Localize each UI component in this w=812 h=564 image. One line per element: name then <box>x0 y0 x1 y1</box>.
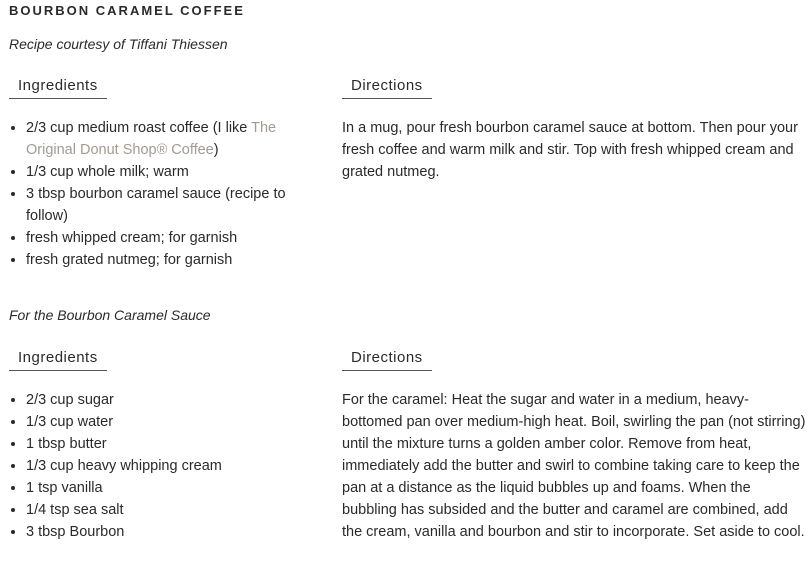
directions-heading: Directions <box>342 77 432 99</box>
ingredient-item: • 3 tbsp Bourbon <box>26 521 316 543</box>
ingredient-item: • 2/3 cup sugar <box>26 389 316 411</box>
ingredient-text: ) <box>213 142 219 158</box>
ingredient-item: • 1/4 tsp sea salt <box>26 499 316 521</box>
coffee-brand-link[interactable]: The Original Donut Shop® Coffee <box>26 120 277 158</box>
ingredient-item: • 1 tbsp butter <box>26 433 316 455</box>
recipe-credit: Recipe courtesy of Tiffani Thiessen <box>9 36 228 52</box>
ingredient-item <box>26 117 316 161</box>
sauce-ingredients-list <box>6 389 316 543</box>
recipe-title: BOURBON CARAMEL COFFEE <box>9 3 245 18</box>
coffee-directions: In a mug, pour fresh bourbon caramel sauce at bottom. Then pour your fresh coffee and warm milk and stir. Top with fresh whipped cream and grated nutmeg. <box>342 120 798 180</box>
directions-heading: Directions <box>342 349 432 371</box>
coffee-ingredients-list <box>6 117 316 271</box>
ingredient-item: • 3 tbsp bourbon caramel sauce (recipe to follow) <box>26 183 316 227</box>
ingredient-item: • 1/3 cup heavy whipping cream <box>26 455 316 477</box>
ingredient-item: • 1/3 cup water <box>26 411 316 433</box>
ingredient-item: • fresh whipped cream; for garnish <box>26 227 316 249</box>
ingredient-item: • 1/3 cup whole milk; warm <box>26 161 316 183</box>
ingredient-item: • fresh grated nutmeg; for garnish <box>26 249 316 271</box>
sauce-directions: For the caramel: Heat the sugar and water in a medium, heavy-bottomed pan over medium-high heat. Boil, swirling the pan (not stirring) until the mixture turns a golden amber color. Remove from heat, immediately add the butter and swirl to combine taking care to keep the pan at a distance as the liquid bubbles up and foams. When the bubbling has subsided and the butter and caramel are combined, add the cream, vanilla and bourbon and stir to incorporate. Set aside to cool. <box>342 392 806 540</box>
ingredients-heading: Ingredients <box>9 349 107 371</box>
sauce-heading: For the Bourbon Caramel Sauce <box>9 307 211 323</box>
ingredient-text: 2/3 cup medium roast coffee (I like <box>26 120 252 136</box>
ingredient-item: • 1 tsp vanilla <box>26 477 316 499</box>
ingredients-heading: Ingredients <box>9 77 107 99</box>
